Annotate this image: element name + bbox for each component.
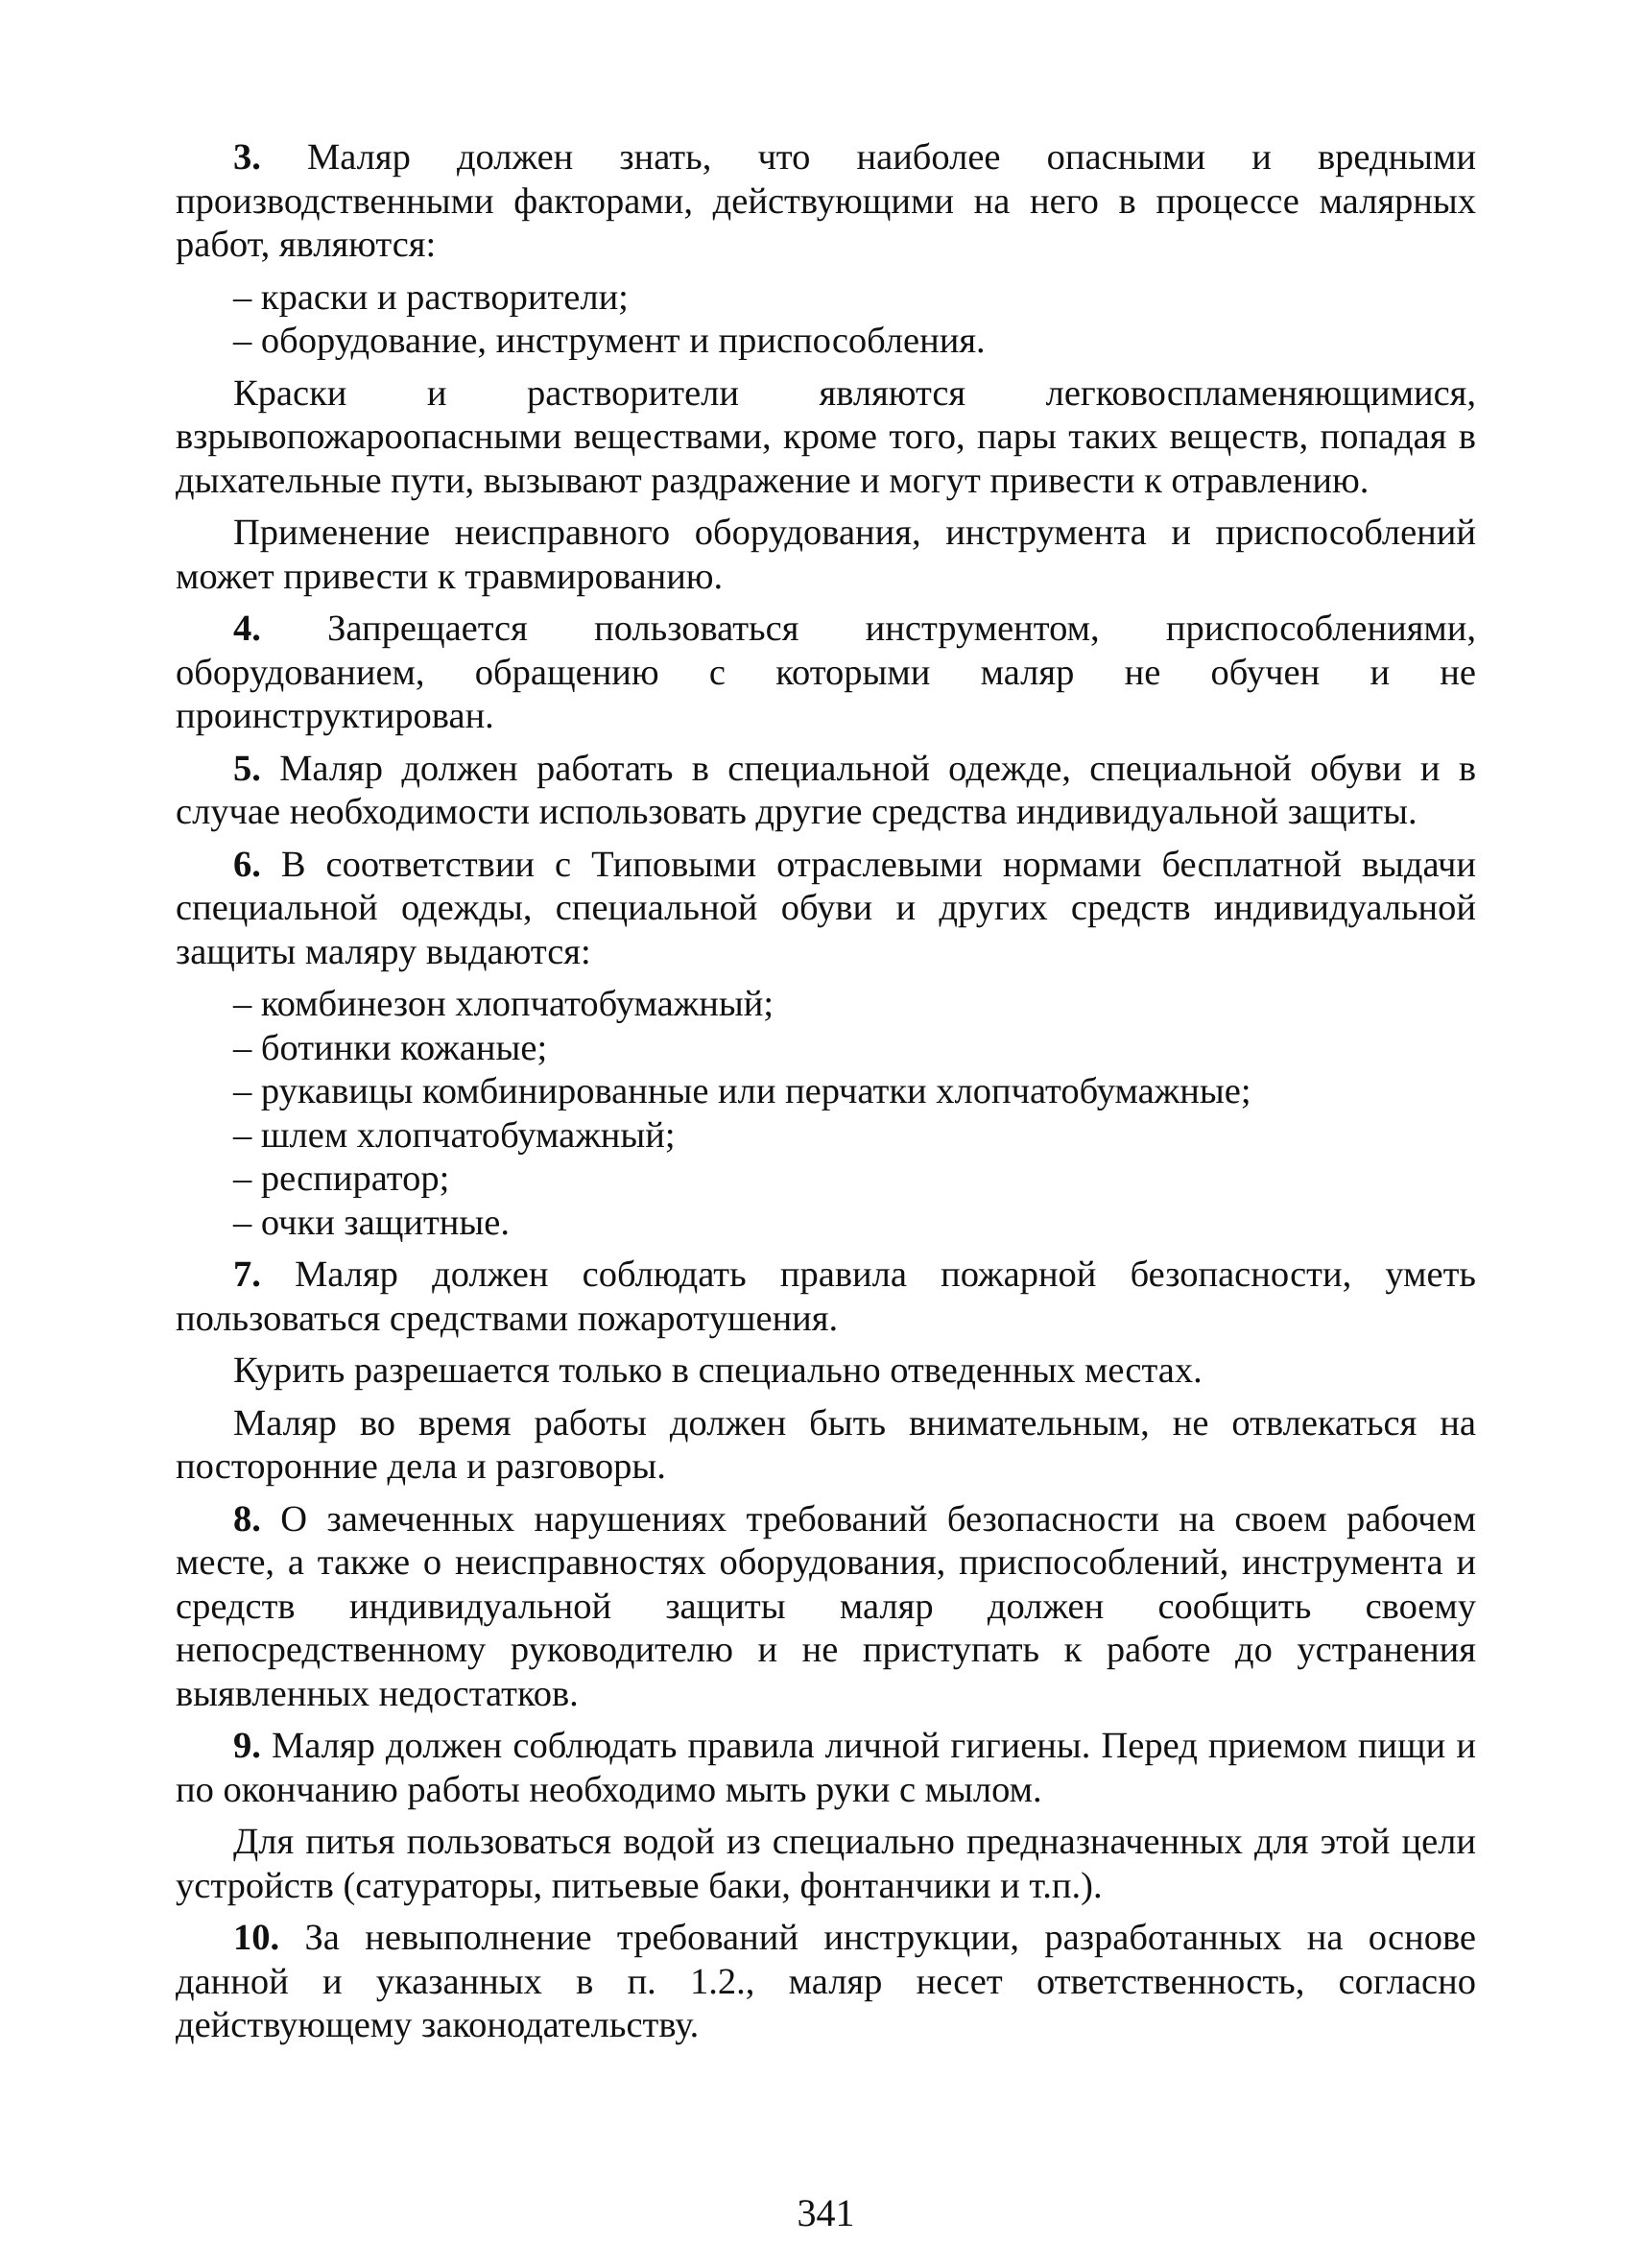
paragraph-number: 4. [233, 609, 261, 649]
paragraph-5 [176, 748, 1476, 835]
paragraph-text: Запрещается пользоваться инструментом, приспособлениями, оборудованием, обращению с которыми маляр не обучен и не проинструктирован. [176, 609, 1476, 736]
paragraph-text: Маляр должен соблюдать правила пожарной безопасности, уметь пользоваться средствами пожаротушения. [176, 1254, 1476, 1339]
document-page [176, 136, 1476, 2234]
list-item: – шлем хлопчатобумажный; [233, 1114, 676, 1156]
paragraph-4 [176, 608, 1476, 739]
paragraph-number: 5. [233, 748, 261, 789]
paragraph-text: Маляр должен соблюдать правила личной гигиены. Перед приемом пищи и по окончанию работы необходимо мыть руки с мылом. [176, 1726, 1476, 1810]
paragraph-number: 6. [233, 844, 261, 885]
paragraph-text: За невыполнение требований инструкции, разработанных на основе данной и указанных в п. 1.2., маляр несет ответственность, согласно действующему законодательству. [176, 1918, 1476, 2045]
list-item: – комбинезон хлопчатобумажный; [233, 984, 774, 1024]
paragraph-3-note-1: Краски и растворители являются легковоспламеняющимися, взрывопожароопасными веществами, кроме того, пары таких веществ, попадая в дыхательные пути, вызывают раздражение и могут привести к отравлению. [176, 372, 1476, 501]
paragraph-8 [176, 1498, 1476, 1717]
paragraph-9 [176, 1725, 1476, 1812]
paragraph-number: 9. [233, 1726, 261, 1766]
list-item: – респиратор; [233, 1158, 450, 1199]
list-item: – ботинки кожаные; [233, 1027, 548, 1068]
list-item: – очки защитные. [233, 1202, 510, 1243]
list-item: – оборудование, инструмент и приспособления. [233, 321, 986, 361]
page-number: 341 [797, 2191, 855, 2234]
paragraph-3-note-2: Применение неисправного оборудования, инструмента и приспособлений может привести к травмированию. [176, 513, 1476, 597]
paragraph-number: 7. [233, 1254, 261, 1295]
paragraph-number: 3. [233, 137, 261, 178]
paragraph-number: 8. [233, 1498, 261, 1540]
paragraph-7-note-1: Курить разрешается только в специально отведенных местах. [233, 1350, 1203, 1391]
paragraph-text: Маляр должен знать, что наиболее опасными и вредными производственными факторами, действующими на него в процессе малярных работ, являются: [176, 137, 1476, 265]
list-item: – рукавицы комбинированные или перчатки хлопчатобумажные; [233, 1071, 1251, 1111]
list-item: – краски и растворители; [233, 276, 629, 318]
paragraph-text: О замеченных нарушениях требований безопасности на своем рабочем месте, а также о неисправностях оборудования, приспособлений, инструмента и средств индивидуальной защиты маляр должен сообщить своему непосредственному руководителю и не приступать к работе до устранения выявленных недостатков. [176, 1498, 1476, 1714]
paragraph-text: В соответствии с Типовыми отраслевыми нормами бесплатной выдачи специальной одежды, специальной обуви и других средств индивидуальной защиты маляру выдаются: [176, 844, 1476, 972]
paragraph-number: 10. [233, 1918, 280, 1958]
paragraph-text: Маляр должен работать в специальной одежде, специальной обуви и в случае необходимости использовать другие средства индивидуальной защиты. [176, 748, 1476, 832]
paragraph-6 [176, 844, 1476, 975]
paragraph-9-note-1: Для питья пользоваться водой из специально предназначенных для этой цели устройств (сатураторы, питьевые баки, фонтанчики и т.п.). [176, 1822, 1476, 1906]
paragraph-7-note-2: Маляр во время работы должен быть внимательным, не отвлекаться на посторонние дела и разговоры. [176, 1402, 1476, 1487]
paragraph-3 [176, 136, 1476, 268]
paragraph-10 [176, 1917, 1476, 2048]
paragraph-7 [176, 1253, 1476, 1341]
